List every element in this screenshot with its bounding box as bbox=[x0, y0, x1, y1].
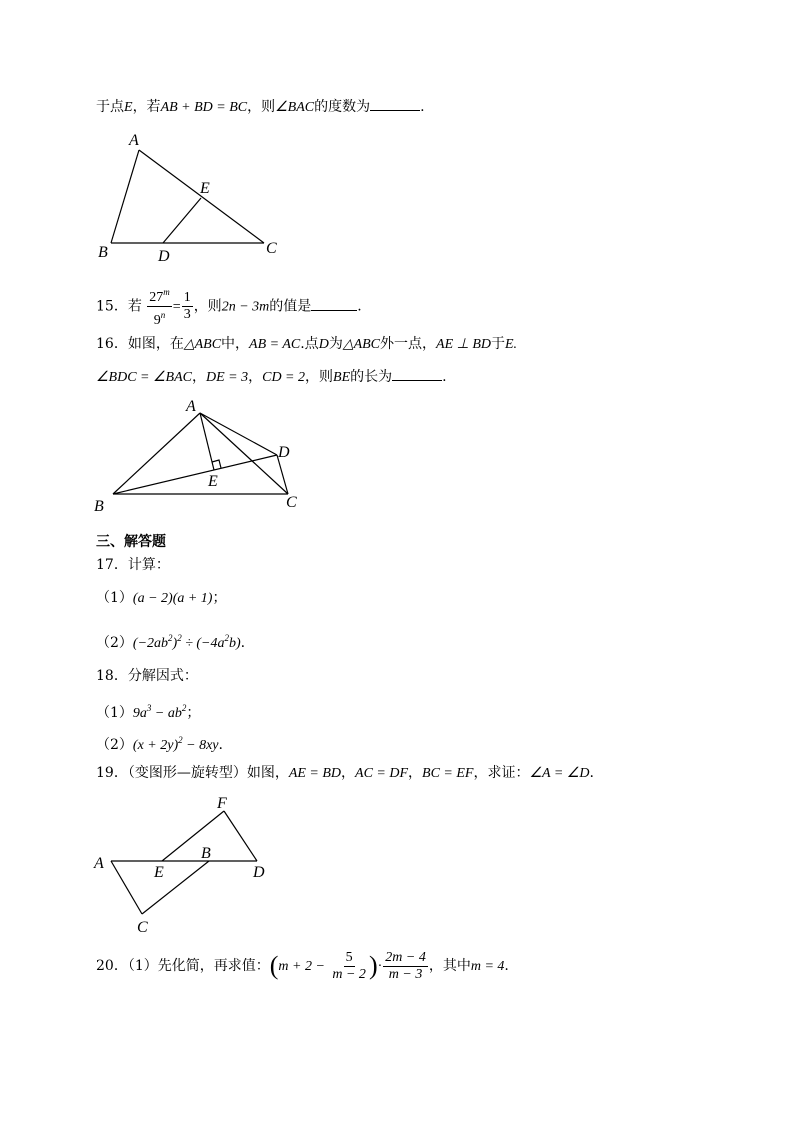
q16-point-d: D bbox=[318, 337, 329, 352]
q20-number: 20．（1）先化简，再求值： bbox=[96, 958, 270, 974]
q15-frac-den: 9 bbox=[153, 313, 161, 328]
q16-text-c: .点 bbox=[300, 336, 319, 352]
q16-text-f: 于 bbox=[491, 336, 505, 352]
fig19-side-ac bbox=[111, 861, 142, 914]
fig19-label-c: C bbox=[137, 919, 148, 936]
fig14-label-a: A bbox=[129, 132, 139, 149]
q15-text-b: 的值是 bbox=[269, 298, 312, 315]
q16-text-length: 的长为 bbox=[350, 369, 393, 385]
fig19-label-e: E bbox=[154, 864, 164, 881]
q19-number: 19．（变图形—旋转型）如图， bbox=[96, 765, 289, 781]
q20-right-paren: ) bbox=[368, 951, 378, 980]
q17-p2-end: . bbox=[240, 635, 246, 651]
figure-q14 bbox=[90, 128, 290, 268]
fig14-label-c: C bbox=[266, 240, 277, 257]
q19-condition-3: BC = EF bbox=[422, 766, 474, 781]
q18-part-1 bbox=[96, 698, 200, 724]
q15-rhs-den: 3 bbox=[183, 307, 191, 322]
q18-p1-expression: $9a^3 - ab^2$ bbox=[132, 703, 187, 721]
q19-condition-1: AE = BD bbox=[288, 766, 342, 781]
q15-frac-num-exp: m bbox=[163, 287, 170, 297]
fig19-label-a: A bbox=[94, 855, 104, 872]
q14-angle: ∠BAC bbox=[275, 100, 315, 115]
q15-number: 15．若 bbox=[96, 298, 142, 315]
fig16-label-a: A bbox=[186, 398, 196, 415]
q15-answer-blank[interactable] bbox=[311, 296, 357, 311]
q16-sep-1: ， bbox=[192, 369, 206, 385]
q17-part-1 bbox=[96, 588, 226, 609]
q18-p2-label: （2） bbox=[96, 737, 133, 753]
fig14-label-b: B bbox=[98, 244, 108, 261]
q20-value: m = 4 bbox=[470, 959, 505, 974]
fig16-label-e: E bbox=[208, 473, 218, 490]
q16-text-d: 为 bbox=[328, 336, 343, 352]
q16-answer-blank[interactable] bbox=[392, 366, 442, 381]
q15-frac-den-exp: n bbox=[160, 310, 166, 320]
q16-be: BE bbox=[333, 370, 351, 385]
q17-p1-end: ； bbox=[212, 590, 227, 606]
q14-line bbox=[96, 96, 425, 118]
fig14-label-e: E bbox=[200, 180, 210, 197]
q14-text-a: 于点 bbox=[96, 99, 124, 115]
fig16-label-c: C bbox=[286, 494, 297, 511]
q17-p1-label: （1） bbox=[96, 590, 133, 606]
q15-frac-num: 27 bbox=[149, 290, 164, 305]
q18-p2-end: . bbox=[218, 737, 223, 753]
q16-text-then: ，则 bbox=[305, 369, 334, 385]
fig16-segment-bd bbox=[113, 455, 277, 494]
q15-rhs-num: 1 bbox=[183, 290, 191, 305]
q18-p1-label: （1） bbox=[96, 705, 133, 721]
q20-line bbox=[96, 947, 509, 986]
q18-title: 18．分解因式： bbox=[96, 668, 198, 684]
fig19-label-b: B bbox=[201, 845, 211, 862]
q16-text-a: 16．如图，在 bbox=[96, 336, 184, 352]
q16-line-1 bbox=[96, 334, 517, 355]
q19-end: . bbox=[589, 765, 594, 781]
q20-multiply-dot: · bbox=[377, 959, 383, 974]
q16-sep-2: ， bbox=[248, 369, 263, 385]
q19-line bbox=[96, 763, 594, 784]
q20-f2-num: 2m − 4 bbox=[385, 949, 426, 965]
q16-condition-2: AE ⊥ BD bbox=[436, 337, 491, 352]
q19-condition-2: AC = DF bbox=[355, 766, 409, 781]
section-3-heading: 三、解答题 bbox=[96, 534, 166, 550]
q14-text-d: 的度数为 bbox=[314, 99, 371, 115]
q16-text-e: 外一点， bbox=[380, 336, 437, 352]
fig19-side-ef bbox=[162, 811, 224, 861]
q20-f2-den: m − 3 bbox=[388, 966, 423, 982]
fig19-label-f: F bbox=[217, 795, 227, 812]
fig16-label-d: D bbox=[278, 444, 290, 461]
q16-line-2 bbox=[96, 366, 447, 388]
q17-p2-label: （2） bbox=[96, 635, 133, 651]
q20-fraction-1 bbox=[330, 950, 368, 983]
q18-p1-end: ； bbox=[186, 705, 201, 721]
q17-p1-expression: (a − 2)(a + 1) bbox=[132, 591, 213, 606]
fig16-side-ab bbox=[113, 413, 200, 494]
figure-q19 bbox=[90, 790, 290, 940]
fig19-side-fd bbox=[224, 811, 257, 861]
q16-text-b: 中， bbox=[221, 336, 250, 352]
figure-q16 bbox=[90, 395, 320, 520]
q20-f1-num: 5 bbox=[345, 949, 353, 965]
q16-point-e: E. bbox=[505, 337, 518, 352]
q15-fraction-lhs bbox=[147, 284, 172, 329]
q16-triangle-2: △ABC bbox=[342, 337, 381, 352]
q16-cd-value: CD = 2 bbox=[262, 370, 306, 385]
q16-de-value: DE = 3 bbox=[206, 370, 249, 385]
q20-fraction-2 bbox=[383, 950, 428, 983]
q18-part-2 bbox=[96, 730, 223, 756]
q15-text-a: ，则 bbox=[193, 298, 222, 315]
q16-end: . bbox=[442, 369, 447, 385]
q20-end: . bbox=[504, 958, 509, 974]
fig14-label-d: D bbox=[158, 248, 170, 265]
q20-f1-den: m − 2 bbox=[332, 966, 366, 982]
q17-title: 17．计算： bbox=[96, 557, 170, 573]
q20-expression-a: m + 2 − bbox=[278, 959, 325, 974]
fig14-segment-de bbox=[163, 198, 201, 243]
q19-goal: ∠A = ∠D bbox=[529, 766, 590, 781]
q15-expression: 2n − 3m bbox=[221, 299, 270, 315]
q16-condition-1: AB = AC bbox=[249, 337, 301, 352]
q15-line bbox=[96, 284, 362, 329]
q15-equals: = bbox=[172, 299, 181, 315]
fig16-label-b: B bbox=[94, 498, 104, 515]
q15-fraction-rhs bbox=[182, 290, 193, 323]
q14-answer-blank[interactable] bbox=[370, 96, 420, 111]
q18-p2-expression: $(x + 2y)^2 - 8xy$ bbox=[132, 735, 219, 753]
q14-text-b: ，若 bbox=[132, 99, 161, 115]
q20-left-paren: ( bbox=[269, 951, 279, 980]
q19-sep-2: ， bbox=[408, 765, 423, 781]
fig19-label-d: D bbox=[253, 864, 265, 881]
q14-end: . bbox=[420, 99, 425, 115]
q17-p2-expression: $(-2ab^2)^2 \div (-4a^2b)$ bbox=[132, 633, 241, 651]
q16-triangle-1: △ABC bbox=[183, 337, 222, 352]
fig19-side-cb bbox=[142, 861, 209, 914]
q14-text-c: ，则 bbox=[247, 99, 276, 115]
q15-end: . bbox=[357, 298, 362, 315]
q14-point-e: E bbox=[124, 100, 133, 115]
q19-text-prove: ，求证： bbox=[473, 765, 530, 781]
q14-condition: AB + BD = BC bbox=[160, 100, 248, 115]
fig14-side-ab bbox=[111, 150, 139, 243]
q20-text-where: ，其中 bbox=[428, 958, 471, 974]
q19-sep-1: ， bbox=[341, 765, 356, 781]
q16-angle-condition: ∠BDC = ∠BAC bbox=[96, 370, 192, 385]
q17-part-2 bbox=[96, 628, 245, 654]
